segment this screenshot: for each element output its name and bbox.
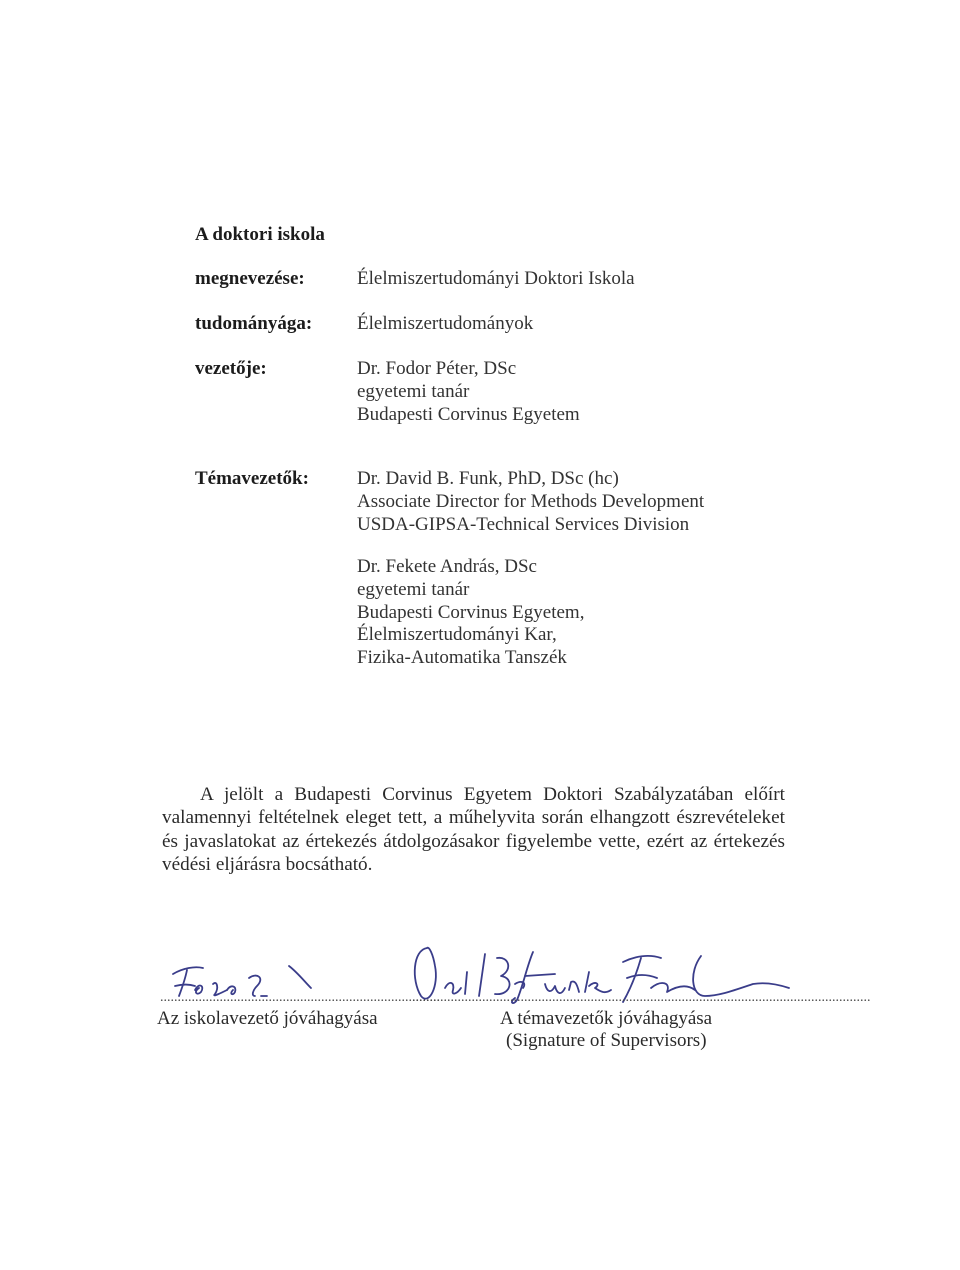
name-label: megnevezése: (195, 268, 305, 289)
supervisor-2-block (357, 556, 584, 670)
school-heading: A doktori iskola (195, 224, 325, 245)
head-line: egyetemi tanár (357, 380, 470, 402)
supervisor-2-line: Budapesti Corvinus Egyetem, (357, 601, 585, 623)
head-line: Budapesti Corvinus Egyetem (357, 403, 580, 425)
head-line: Dr. Fodor Péter, DSc (357, 358, 517, 379)
supervisor-1-block (357, 468, 704, 536)
supervisor-1-line: Dr. David B. Funk, PhD, DSc (hc) (357, 468, 619, 489)
supervisor-2-line: egyetemi tanár (357, 578, 470, 600)
approval-statement: A jelölt a Budapesti Corvinus Egyetem Doktori Szabályzatában előírt valamennyi feltételnek eleget tett, a műhelyvita során elhangzott észrevételeket és javaslatokat az értekezés átdolgozásakor figyelembe vette, ezért az értekezés védési eljárásra bocsátható. (162, 784, 785, 875)
school-head-signature-line: ................................................................................ (160, 990, 440, 1005)
name-line: Élelmiszertudományi Doktori Iskola (357, 268, 635, 289)
supervisor-1-line: Associate Director for Methods Development (357, 490, 705, 512)
school-head-caption: Az iskolavezető jóváhagyása (157, 1008, 378, 1029)
supervisor-2-line: Dr. Fekete András, DSc (357, 556, 537, 577)
supervisors-caption: A témavezetők jóváhagyása (500, 1008, 713, 1029)
supervisors-label: Témavezetők: (195, 468, 309, 489)
supervisors-signature-line: ................................................................................................................................... (412, 990, 871, 1005)
head-value (357, 358, 580, 426)
discipline-label: tudományága: (195, 313, 313, 334)
supervisors-caption-english: (Signature of Supervisors) (506, 1030, 707, 1051)
name-value (357, 268, 635, 291)
supervisor-2-line: Fizika-Automatika Tanszék (357, 647, 567, 669)
supervisor-2-line: Élelmiszertudományi Kar, (357, 624, 557, 646)
head-label: vezetője: (195, 358, 267, 379)
supervisor-1-line: USDA-GIPSA-Technical Services Division (357, 513, 690, 535)
discipline-value (357, 313, 533, 336)
discipline-line: Élelmiszertudományok (357, 313, 534, 334)
